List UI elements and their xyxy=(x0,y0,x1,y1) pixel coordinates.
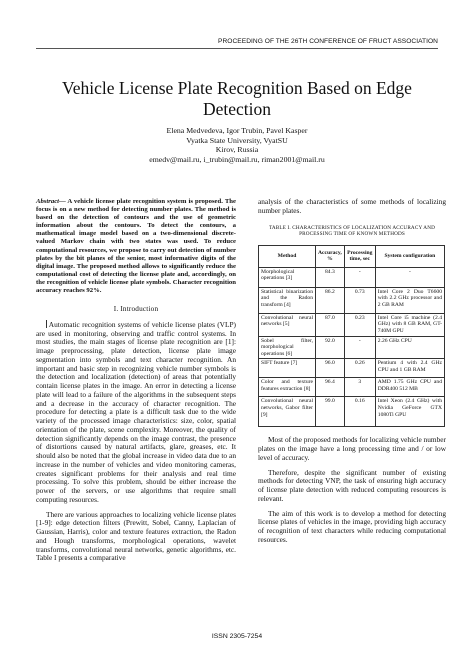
cell-method: Convolutional neural networks [5] xyxy=(259,313,316,336)
cell-time: 0.16 xyxy=(344,397,375,427)
margin-mark xyxy=(46,320,47,328)
cell-accuracy: 92.0 xyxy=(316,336,345,359)
right-column xyxy=(258,198,446,545)
right-paragraph-3: The aim of this work is to develop a method for detecting license plates of vehicles in the image, providing high accuracy of recognition of text characters while reducing computational resources. xyxy=(258,508,446,544)
cell-config: Intel Xeon (2.4 GHz) with Nvidia GeForce GTX 1080Ti GPU xyxy=(375,397,444,427)
cell-time: 0.73 xyxy=(344,287,375,313)
cell-config: 2.26 GHz CPU xyxy=(375,336,444,359)
author-names: Elena Medvedeva, Igor Trubin, Pavel Kasper xyxy=(166,126,308,135)
header-config: System configuration xyxy=(375,245,444,267)
cell-accuracy: 86.2 xyxy=(316,287,345,313)
cell-config: AMD 1.75 GHz CPU and DDR400 512 MB xyxy=(375,378,444,397)
table-row xyxy=(259,397,445,427)
methods-table xyxy=(258,245,445,428)
cell-method: Sobel filter, morphological operations [6] xyxy=(259,336,316,359)
table-row xyxy=(259,378,445,397)
cell-method: Morphological operations [3] xyxy=(259,267,316,287)
conference-header xyxy=(36,38,438,49)
cell-time: - xyxy=(344,336,375,359)
table-row xyxy=(259,336,445,359)
author-emails: emedv@mail.ru, i_trubin@mail.ru, riman2001@mail.ru xyxy=(149,154,325,164)
issn-footer: ISSN 2305-7254 xyxy=(211,633,263,640)
cell-method: Statistical binarization and the Radon transform [4] xyxy=(259,287,316,313)
paper-title xyxy=(30,78,444,120)
table-row xyxy=(259,313,445,336)
intro-paragraph-1-text: Automatic recognition systems of vehicle license plates (VLP) are used in monitoring, observing and traffic control systems. In most studies, the main stages of license plate recognition are [1]: image preprocessing, plate detection, license plate image segmentation into symbols and text character recognition. An important and basic step in recognizing vehicle number symbols is the detection and localization (detection) of areas that potentially contain license plates in the image. An error in detecting a license plate will lead to a failure of the algorithms in the subsequent steps and a decrease in the accuracy of character recognition. The procedure for detecting a plate is a difficult task due to the wide variety of the processed image characteristics: size, color, spatial orientation of the plate, scene complexity. Moreover, the quality of detection significantly depends on the image contrast, the presence of distortions caused by natural artifacts, glare, greases, etc. It should also be noted that the global increase in video data due to an increase in the number of vehicles and video monitoring cameras, creates significant problems for their analysis and real time processing. To solve this problem, should be either increase the power of the servers, or use algorithms that require small computing resources. xyxy=(36,319,236,504)
author-city: Kirov, Russia xyxy=(215,145,259,155)
title-line-2: Detection xyxy=(202,99,272,119)
cell-config: Pentium 4 with 2.4 GHz CPU and 1 GB RAM xyxy=(375,359,444,378)
intro-paragraph-1 xyxy=(36,320,236,505)
table-header-row xyxy=(259,245,445,267)
cell-time: - xyxy=(344,267,375,287)
cell-method: Color and texture features extraction [8] xyxy=(259,378,316,397)
cell-config: Intel Core 2 Duo T6600 with 2.2 GHz processor and 2 GB RAM xyxy=(375,287,444,313)
abstract-label: Abstract xyxy=(36,198,60,205)
table-caption: TABLE I. CHARACTERISTICS OF LOCALIZATION ACCURACY AND PROCESSING TIME OF KNOWN METHODS xyxy=(269,224,435,238)
cell-time: 0.23 xyxy=(344,313,375,336)
abstract-text: — A vehicle license plate recognition system is proposed. The focus is on a new method for detecting number plates. The method is based on the detection of contours and the use of geometric information about the contours. To detect the contours, a mathematical image model based on a two-dimensional discrete-valued Markov chain with two states was used. To reduce computational resources, we propose to carry out detection of number plates by the bit planes of the senior, most informative digits of the digital image. The proposed method allows to significantly reduce the computational cost of detecting the license plate and, accordingly, on the recognition of vehicle license plate symbols. Character recognition accuracy reaches 92%. xyxy=(36,198,236,295)
table-row xyxy=(259,359,445,378)
cell-method: SIFT feature [7] xyxy=(259,359,316,378)
comparison-paragraph: analysis of the characteristics of some methods of localizing number plates. xyxy=(258,197,446,215)
cell-config: - xyxy=(375,267,444,287)
left-column xyxy=(36,198,236,563)
table-row xyxy=(259,267,445,287)
right-paragraph-1: Most of the proposed methods for localizing vehicle number plates on the image have a long processing time and / or low level of accuracy. xyxy=(258,435,446,462)
conference-name: PROCEEDING OF THE 26TH CONFERENCE OF FRUCT ASSOCIATION xyxy=(218,38,438,45)
abstract xyxy=(36,198,236,295)
section-heading-introduction: I. Introduction xyxy=(113,305,159,314)
author-block xyxy=(30,126,444,164)
table-row xyxy=(259,287,445,313)
cell-time: 3 xyxy=(344,378,375,397)
cell-accuracy: 87.0 xyxy=(316,313,345,336)
intro-paragraph-2: There are various approaches to localizing vehicle license plates [1-9]: edge detection filters (Prewitt, Sobel, Canny, Laplacian of Gaussian, Harris), color and texture features extraction, the Radon and Hough transforms, morphological operations, wavelet transforms, convolutional neural networks, genetic algorithms, etc. Table I presents a comparative xyxy=(36,509,236,563)
author-affiliation: Vyatka State University, VyatSU xyxy=(186,135,288,145)
cell-time: 0.26 xyxy=(344,359,375,378)
cell-accuracy: 96.0 xyxy=(316,359,345,378)
cell-accuracy: 96.4 xyxy=(316,378,345,397)
header-accuracy: Accuracy, % xyxy=(316,245,345,267)
cell-config: Intel Core i5 machine (2.4 GHz) with 8 GB RAM, GT-740M GPU xyxy=(375,313,444,336)
cell-accuracy: 84.3 xyxy=(316,267,345,287)
header-method: Method xyxy=(259,245,316,267)
cell-accuracy: 99.0 xyxy=(316,397,345,427)
cell-method: Convolutional neural networks, Gabor filter [9] xyxy=(259,397,316,427)
title-line-1: Vehicle License Plate Recognition Based on Edge xyxy=(62,78,412,98)
header-time: Processing time, sec xyxy=(344,245,375,267)
right-paragraph-2: Therefore, despite the significant number of existing methods for detecting VNP, the task of ensuring high accuracy of license plate detection with reduced computing resources is relevant. xyxy=(258,467,446,503)
